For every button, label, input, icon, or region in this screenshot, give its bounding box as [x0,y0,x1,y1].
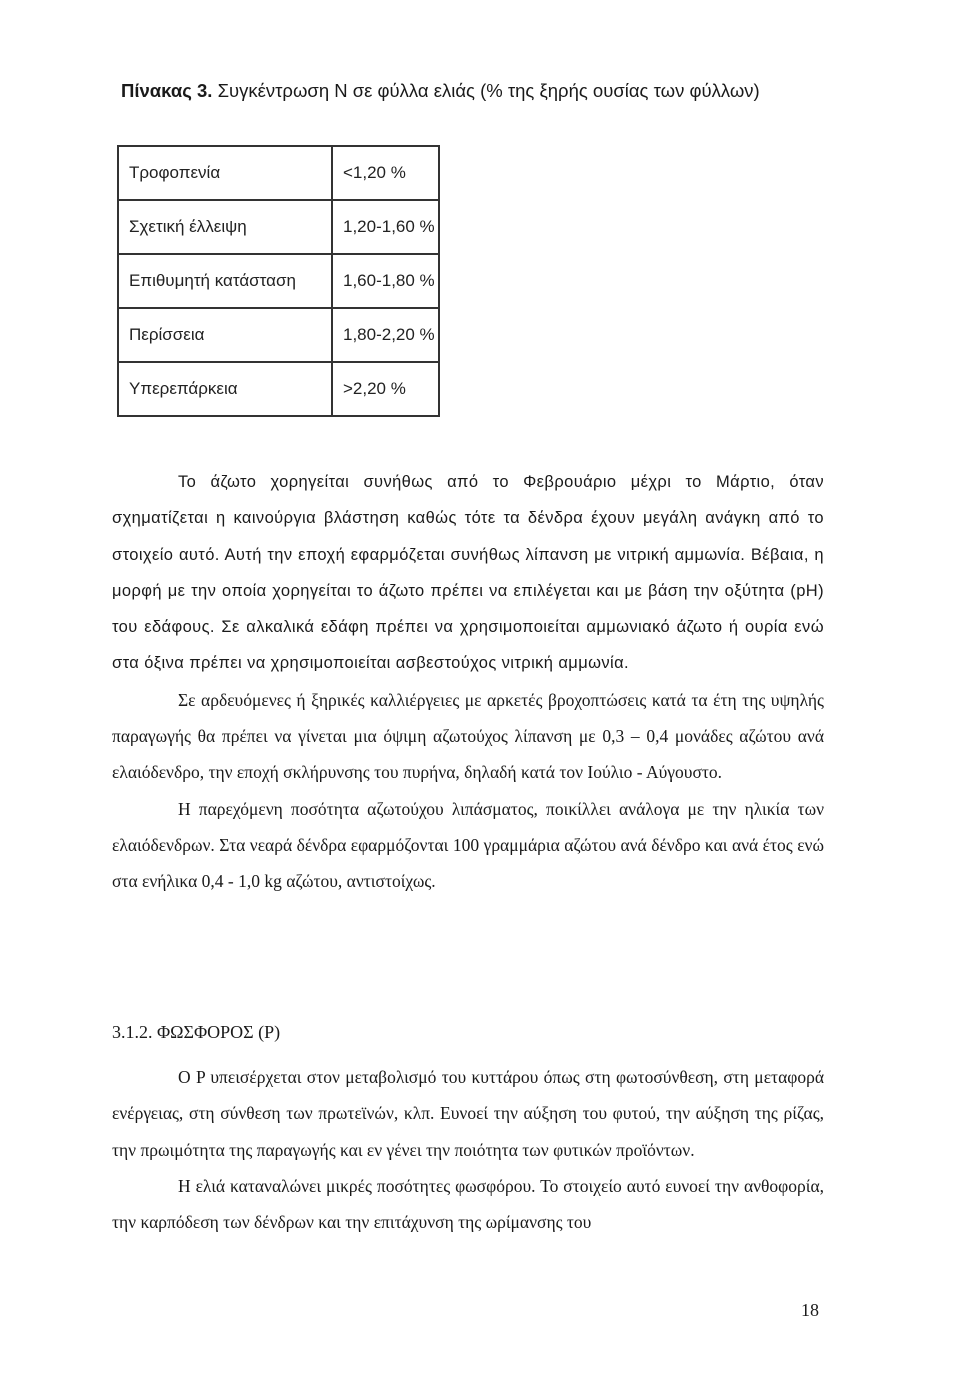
table-cell-range: 1,60-1,80 % [332,254,439,308]
table-row [118,254,439,308]
section-heading: 3.1.2. ΦΩΣΦΟΡΟΣ (P) [112,1022,281,1042]
table-row [118,200,439,254]
table-row [118,308,439,362]
table-caption [121,80,760,102]
table-cell-status: Σχετική έλλειψη [118,200,332,254]
table-row [118,146,439,200]
paragraph-nitrogen-timing: Το άζωτο χορηγείται συνήθως από το Φεβρουάριο μέχρι το Μάρτιο, όταν σχηματίζεται η καινούργια βλάστηση καθώς τότε τα δένδρα έχουν μεγάλη ανάγκη από το στοιχείο αυτό. Αυτή την εποχή εφαρμόζεται συνήθως λίπανση με νιτρική αμμωνία. Βέβαια, η μορφή με την οποία χορηγείται το άζωτο πρέπει να επιλέγεται και με βάση την οξύτητα (pH) του εδάφους. Σε αλκαλικά εδάφη πρέπει να χρησιμοποιείται αμμωνιακό άζωτο ή ουρία ενώ στα όξινα πρέπει να χρησιμοποιείται ασβεστούχος νιτρική αμμωνία. [112,473,824,673]
table-cell-range: 1,20-1,60 % [332,200,439,254]
table-cell-status: Περίσσεια [118,308,332,362]
table-row [118,362,439,416]
paragraph-fertilizer-quantity: Η παρεχόμενη ποσότητα αζωτούχου λιπάσματος, ποικίλλει ανάλογα με την ηλικία των ελαιόδενδρων. Στα νεαρά δένδρα εφαρμόζονται 100 γραμμάρια αζώτου ανά δένδρο και ανά έτος ενώ στα ενήλικα 0,4 - 1,0 kg αζώτου, αντιστοίχως. [112,798,824,892]
nitrogen-concentration-table [117,145,440,417]
table-cell-range: 1,80-2,20 % [332,308,439,362]
table-caption-text: Συγκέντρωση N σε φύλλα ελιάς (% της ξηρής ουσίας των φύλλων) [217,80,760,101]
paragraph-phosphorus-consumption: Η ελιά καταναλώνει μικρές ποσότητες φωσφόρου. Το στοιχείο αυτό ευνοεί την ανθοφορία, την καρπόδεση των δένδρων και την επιτάχυνση της ωρίμανσης του [112,1175,824,1233]
paragraph-phosphorus-role: Ο P υπεισέρχεται στον μεταβολισμό του κυττάρου όπως στη φωτοσύνθεση, στη μεταφορά ενέργειας, στη σύνθεση των πρωτεϊνών, κλπ. Ευνοεί την αύξηση του φυτού, την αύξηση της ρίζας, την πρωιμότητα της παραγωγής και εν γένει την ποιότητα των φυτικών προϊόντων. [112,1067,824,1160]
page-number: 18 [801,1300,819,1320]
table-cell-range: >2,20 % [332,362,439,416]
table-caption-label: Πίνακας 3. [121,80,213,101]
table-cell-range: <1,20 % [332,146,439,200]
table-cell-status: Υπερεπάρκεια [118,362,332,416]
nitrogen-text-block [112,464,824,900]
phosphorus-text-block [112,1059,824,1240]
paragraph-late-fertilization: Σε αρδευόμενες ή ξηρικές καλλιέργειες με αρκετές βροχοπτώσεις κατά τα έτη της υψηλής παραγωγής θα πρέπει να γίνεται μια όψιμη αζωτούχος λίπανση με 0,3 – 0,4 μονάδες αζώτου ανά ελαιόδενδρο, την εποχή σκλήρυνσης του πυρήνα, δηλαδή κατά τον Ιούλιο - Αύγουστο. [112,689,824,783]
table-cell-status: Τροφοπενία [118,146,332,200]
table-cell-status: Επιθυμητή κατάσταση [118,254,332,308]
